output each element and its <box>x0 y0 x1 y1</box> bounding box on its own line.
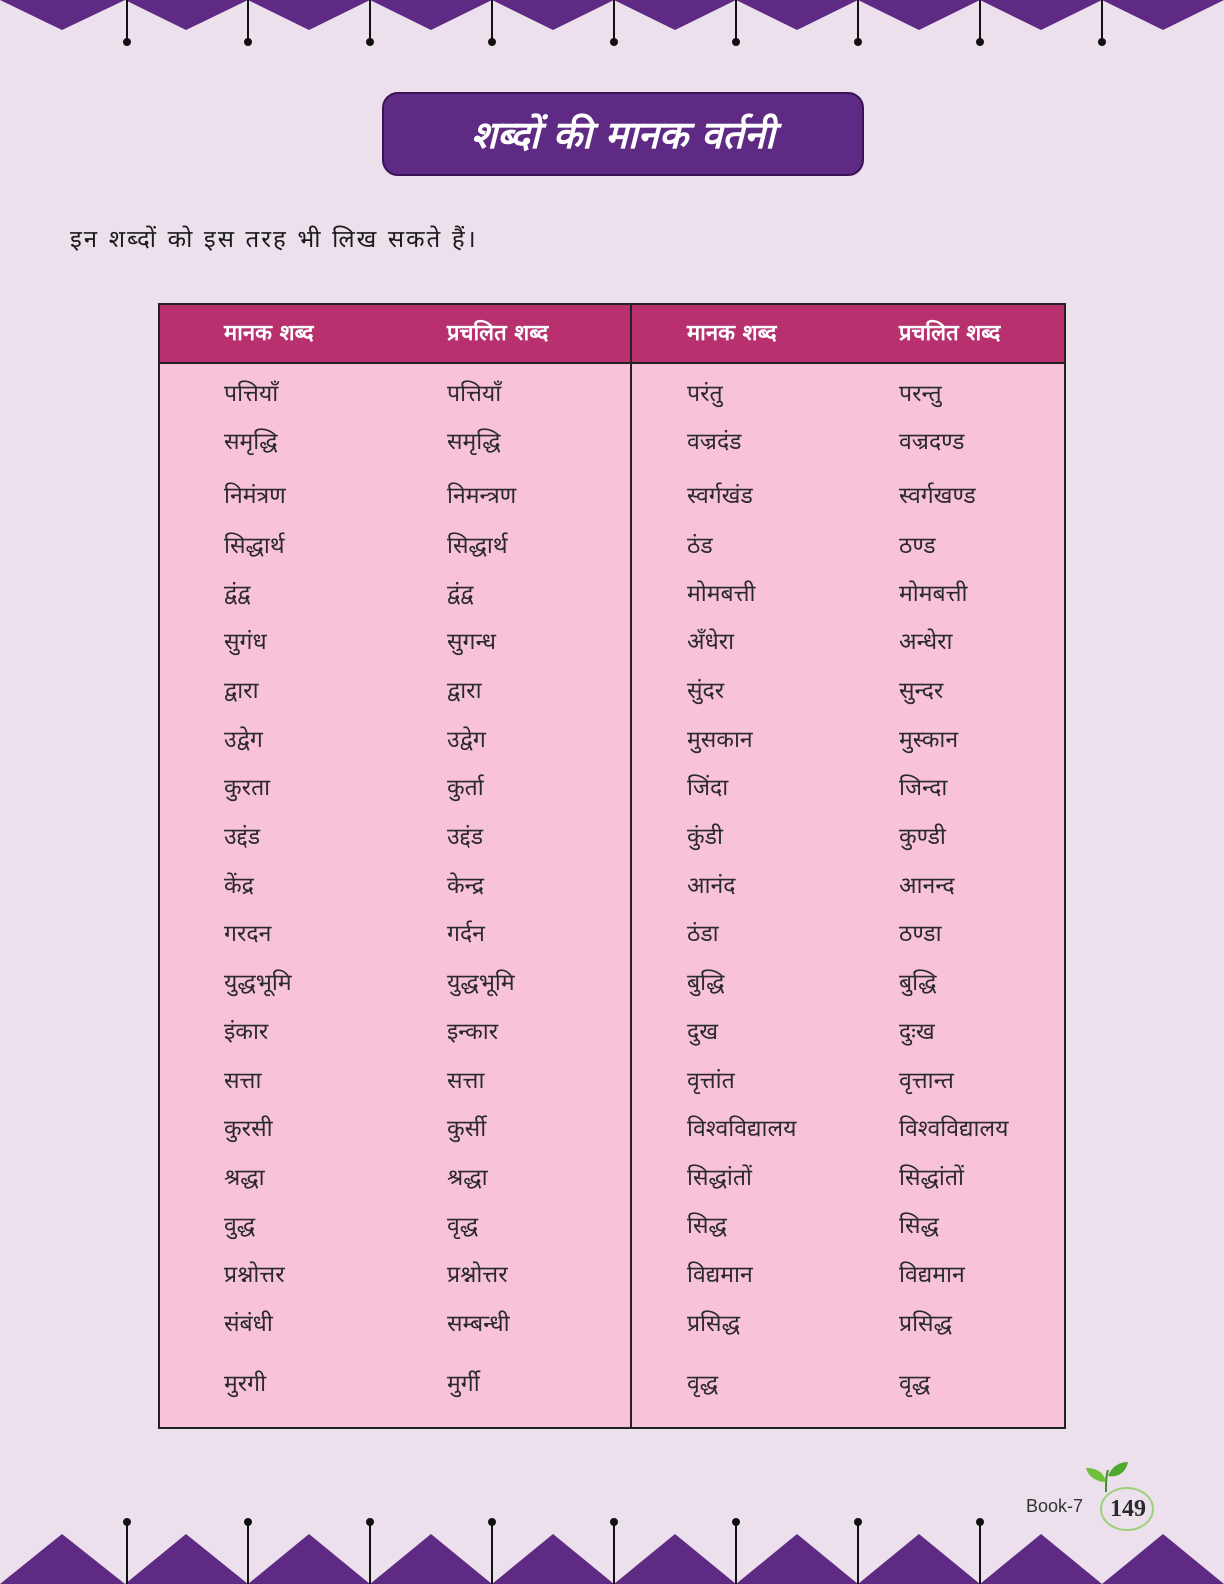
standard-word-cell: विद्यमान <box>687 1262 753 1288</box>
title-banner <box>382 92 864 176</box>
header-standard-2: मानक शब्द <box>687 321 777 346</box>
standard-word-cell: द्वारा <box>224 678 259 704</box>
common-word-cell: अन्धेरा <box>899 629 953 655</box>
standard-word-cell: सिद्धार्थ <box>224 533 285 559</box>
standard-word-cell: संबंधी <box>224 1311 273 1337</box>
table-row <box>160 1255 1064 1295</box>
table-row <box>160 1061 1064 1101</box>
table-row <box>160 1158 1064 1198</box>
bottom-decorative-border <box>0 1504 1224 1584</box>
standard-word-cell: आनंद <box>687 873 736 899</box>
common-word-cell: विद्यमान <box>899 1262 965 1288</box>
standard-word-cell: कुंडी <box>687 824 723 850</box>
common-word-cell: सिद्धांतों <box>899 1165 964 1191</box>
common-word-cell: सत्ता <box>447 1068 485 1094</box>
standard-word-cell: निमंत्रण <box>224 483 286 509</box>
common-word-cell: उद्दंड <box>447 824 484 850</box>
table-row <box>160 574 1064 614</box>
common-word-cell: इन्कार <box>447 1019 499 1045</box>
common-word-cell: समृद्धि <box>447 429 501 455</box>
standard-word-cell: सुंदर <box>687 678 725 704</box>
standard-word-cell: अँधेरा <box>687 629 735 655</box>
table-row <box>160 671 1064 711</box>
standard-word-cell: युद्धभूमि <box>224 970 292 996</box>
common-word-cell: द्वारा <box>447 678 482 704</box>
standard-word-cell: जिंदा <box>687 775 729 801</box>
standard-word-cell: श्रद्धा <box>224 1165 265 1191</box>
standard-word-cell: गरदन <box>224 921 272 947</box>
common-word-cell: वृत्तान्त <box>899 1068 954 1094</box>
common-word-cell: द्वंद्व <box>447 581 474 607</box>
standard-word-cell: वज्रदंड <box>687 429 742 455</box>
standard-word-cell: उद्वेग <box>224 727 263 753</box>
standard-word-cell: समृद्धि <box>224 429 278 455</box>
standard-word-cell: पत्तियाँ <box>224 381 279 407</box>
header-common-1: प्रचलित शब्द <box>447 321 549 346</box>
table-row <box>160 963 1064 1003</box>
page-number: 149 <box>1110 1496 1146 1522</box>
table-row <box>160 622 1064 662</box>
standard-word-cell: इंकार <box>224 1019 269 1045</box>
table-row <box>160 476 1064 516</box>
standard-word-cell: द्वंद्व <box>224 581 251 607</box>
standard-word-cell: प्रश्नोत्तर <box>224 1262 285 1288</box>
table-row <box>160 866 1064 906</box>
common-word-cell: मुर्गी <box>447 1371 480 1397</box>
standard-word-cell: सिद्धांतों <box>687 1165 752 1191</box>
book-label: Book-7 <box>1026 1496 1084 1516</box>
table-row <box>160 1012 1064 1052</box>
spelling-table <box>158 303 1066 1429</box>
standard-word-cell: बुद्धि <box>687 970 725 996</box>
standard-word-cell: दुख <box>687 1019 719 1045</box>
common-word-cell: कुर्सी <box>447 1116 487 1142</box>
top-decorative-border <box>0 0 1224 50</box>
common-word-cell: पत्तियाँ <box>447 381 502 407</box>
table-row <box>160 768 1064 808</box>
common-word-cell: मुस्कान <box>899 727 959 753</box>
common-word-cell: सुगन्ध <box>447 629 497 655</box>
page-title: शब्दों की मानक वर्तनी <box>471 113 775 157</box>
standard-word-cell: वुद्ध <box>224 1213 256 1239</box>
table-row <box>160 1364 1064 1404</box>
common-word-cell: उद्वेग <box>447 727 486 753</box>
table-row <box>160 1304 1064 1344</box>
common-word-cell: कुर्ता <box>447 775 484 801</box>
common-word-cell: बुद्धि <box>899 970 937 996</box>
common-word-cell: सुन्दर <box>899 678 944 704</box>
common-word-cell: वृद्ध <box>447 1213 479 1239</box>
standard-word-cell: वृत्तांत <box>687 1068 735 1094</box>
standard-word-cell: सिद्ध <box>687 1213 727 1239</box>
header-common-2: प्रचलित शब्द <box>899 321 1001 346</box>
table-row <box>160 374 1064 414</box>
common-word-cell: युद्धभूमि <box>447 970 515 996</box>
standard-word-cell: उद्दंड <box>224 824 261 850</box>
standard-word-cell: केंद्र <box>224 873 254 899</box>
common-word-cell: वज्रदण्ड <box>899 429 965 455</box>
header-standard-1: मानक शब्द <box>224 321 314 346</box>
standard-word-cell: मुरगी <box>224 1371 267 1397</box>
common-word-cell: विश्वविद्यालय <box>899 1116 1009 1142</box>
common-word-cell: निमन्त्रण <box>447 483 517 509</box>
standard-word-cell: ठंडा <box>687 921 719 947</box>
common-word-cell: श्रद्धा <box>447 1165 488 1191</box>
common-word-cell: ठण्ड <box>899 533 936 559</box>
common-word-cell: गर्दन <box>447 921 485 947</box>
common-word-cell: आनन्द <box>899 873 955 899</box>
common-word-cell: मोमबत्ती <box>899 581 968 607</box>
common-word-cell: परन्तु <box>899 381 942 407</box>
common-word-cell: दुःख <box>899 1019 935 1045</box>
intro-text: इन शब्दों को इस तरह भी लिख सकते हैं। <box>70 225 478 253</box>
common-word-cell: ठण्डा <box>899 921 942 947</box>
table-header <box>160 305 1064 364</box>
common-word-cell: कुण्डी <box>899 824 946 850</box>
standard-word-cell: कुरता <box>224 775 271 801</box>
common-word-cell: वृद्ध <box>899 1371 931 1397</box>
standard-word-cell: सुगंध <box>224 629 267 655</box>
standard-word-cell: विश्वविद्यालय <box>687 1116 797 1142</box>
table-row <box>160 914 1064 954</box>
table-row <box>160 720 1064 760</box>
table-row <box>160 422 1064 462</box>
common-word-cell: जिन्दा <box>899 775 948 801</box>
standard-word-cell: वृद्ध <box>687 1371 719 1397</box>
standard-word-cell: ठंड <box>687 533 713 559</box>
table-row <box>160 1206 1064 1246</box>
standard-word-cell: सत्ता <box>224 1068 262 1094</box>
common-word-cell: सिद्ध <box>899 1213 939 1239</box>
table-row <box>160 1109 1064 1149</box>
common-word-cell: सिद्धार्थ <box>447 533 508 559</box>
common-word-cell: प्रश्नोत्तर <box>447 1262 508 1288</box>
standard-word-cell: परंतु <box>687 381 723 407</box>
standard-word-cell: स्वर्गखंड <box>687 483 753 509</box>
common-word-cell: प्रसिद्ध <box>899 1311 952 1337</box>
common-word-cell: केन्द्र <box>447 873 484 899</box>
table-row <box>160 817 1064 857</box>
standard-word-cell: मुसकान <box>687 727 753 753</box>
standard-word-cell: मोमबत्ती <box>687 581 756 607</box>
common-word-cell: स्वर्गखण्ड <box>899 483 976 509</box>
standard-word-cell: कुरसी <box>224 1116 273 1142</box>
standard-word-cell: प्रसिद्ध <box>687 1311 740 1337</box>
common-word-cell: सम्बन्धी <box>447 1311 510 1337</box>
table-row <box>160 526 1064 566</box>
